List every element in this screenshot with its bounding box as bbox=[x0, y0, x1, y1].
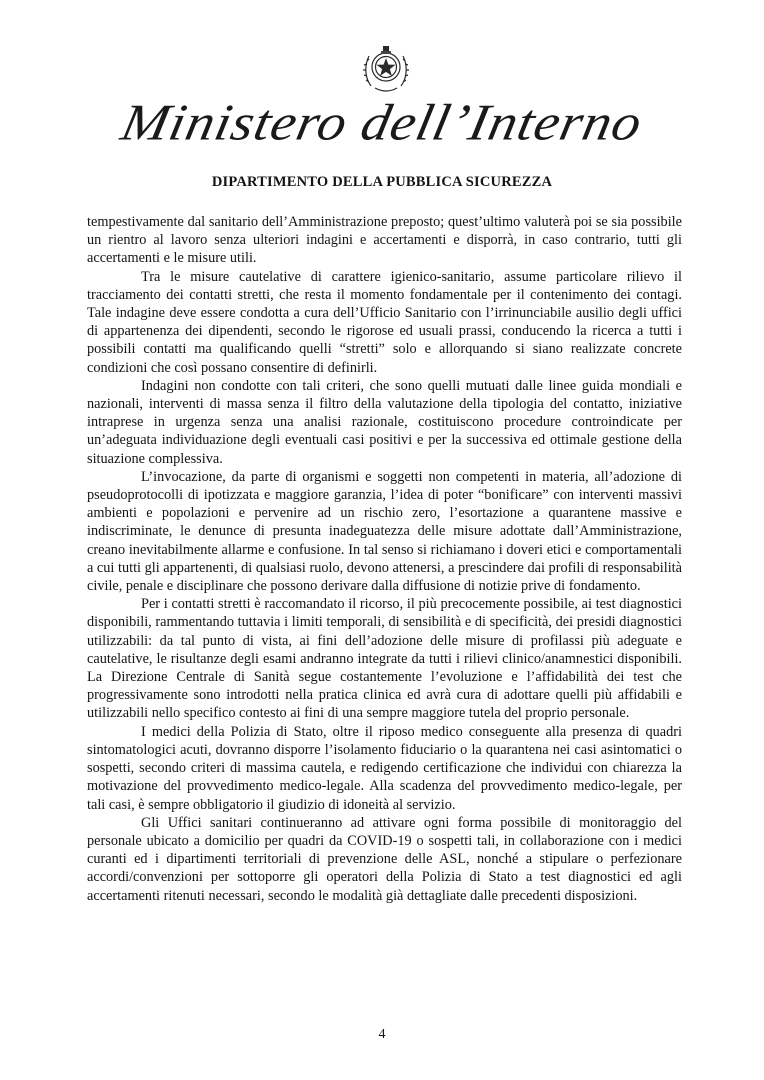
document-body bbox=[87, 213, 682, 905]
page-number: 4 bbox=[378, 1027, 386, 1042]
paragraph: L’invocazione, da parte di organismi e soggetti non competenti in materia, all’adozione di pseudoprotocolli di ipotizzata e maggiore garanzia, l’idea di poter “bonificare” con interventi massivi ambienti e popolazioni e pervenire ad un rischio zero, l’esortazione a quarantene massive e indiscriminate, le denunce di presunta inadeguatezza delle misure adottate dall’Amministrazione, creano inevitabilmente allarme e confusione. In tal senso si richiamano i doveri etici e comportamentali a cui tutti gli appartenenti, di qualsiasi ruolo, devono attenersi, a prescindere dai profili di responsabilità civile, penale e disciplinare che possono derivare dalla diffusione di notizie prive di fondamento. bbox=[87, 468, 682, 595]
paragraph: tempestivamente dal sanitario dell’Amministrazione preposto; quest’ultimo valuterà poi se sia possibile un rientro al lavoro senza ulteriori indagini e accertamenti e disporrà, in caso contrario, tutti gli accertamenti e le misure utili. bbox=[87, 214, 682, 267]
paragraph: Tra le misure cautelative di carattere igienico-sanitario, assume particolare rilievo il tracciamento dei contatti stretti, che resta il momento fondamentale per il contenimento dei contagi. Tale indagine deve essere condotta a cura dell’Ufficio Sanitario con l’irrinunciabile ausilio degli uffici di appartenenza dei dipendenti, secondo le rigorose ed usuali prassi, conducendo la ricerca a tutti i possibili contatti ma qualificando quelli “stretti” solo e allorquando si siano realizzate concrete condizioni che così possano consentire di definirli. bbox=[87, 268, 682, 376]
ministry-title: Ministero dell’Interno bbox=[116, 94, 648, 152]
italian-republic-emblem-icon bbox=[361, 42, 411, 96]
paragraph: Per i contatti stretti è raccomandato il ricorso, il più precocemente possibile, ai test diagnostici disponibili, rammentando tuttavia i limiti temporali, di sensibilità e di specificità, dei presidi diagnostici utilizzabili: da tal punto di vista, ai fini dell’adozione delle misure di profilassi più adeguate e cautelative, le risultanze degli esami andranno integrate da tutti i rilievi clinico/anamnestici disponibili. La Direzione Centrale di Sanità segue costantemente l’evoluzione e l’affidabilità dei test che progressivamente sono introdotti nella pratica clinica ed avrà cura di adottare quelli più affidabili e utilizzabili nello specifico contesto ai fini di una sempre maggiore tutela del proprio personale. bbox=[87, 596, 682, 722]
department-name: DIPARTIMENTO DELLA PUBBLICA SICUREZZA bbox=[211, 174, 553, 190]
paragraph: I medici della Polizia di Stato, oltre il riposo medico conseguente alla presenza di quadri sintomatologici acuti, dovranno disporre l’isolamento fiduciario o la quarantena nei casi asintomatici o sospetti, secondo criteri di massima cautela, e redigendo certificazione che individui con chiarezza la motivazione del provvedimento medico-legale. Alla scadenza del provvedimento medico-legale, per tali casi, è sempre obbligatorio il giudizio di idoneità al servizio. bbox=[87, 723, 682, 813]
letterhead bbox=[0, 0, 764, 200]
paragraph: Gli Uffici sanitari continueranno ad attivare ogni forma possibile di monitoraggio del personale ubicato a domicilio per quadri da COVID-19 o sospetti tali, in collaborazione con i medici curanti ed i dipartimenti territoriali di prevenzione delle ASL, nonché a stipulare o perfezionare accordi/convenzioni per sottoporre gli operatori della Polizia di Stato a test diagnostici ed agli accertamenti ritenuti necessari, secondo le modalità già dettagliate dalle precedenti disposizioni. bbox=[87, 814, 682, 904]
paragraph: Indagini non condotte con tali criteri, che sono quelli mutuati dalle linee guida mondiali e nazionali, interventi di massa senza il filtro della valutazione della tipologia del contatto, iniziative intraprese in urgenza senza una analisi razionale, costituiscono procedure controindicate per un’adeguata individuazione degli eventuali casi positivi e per la successiva ed ottimale gestione della situazione complessiva. bbox=[87, 377, 682, 467]
